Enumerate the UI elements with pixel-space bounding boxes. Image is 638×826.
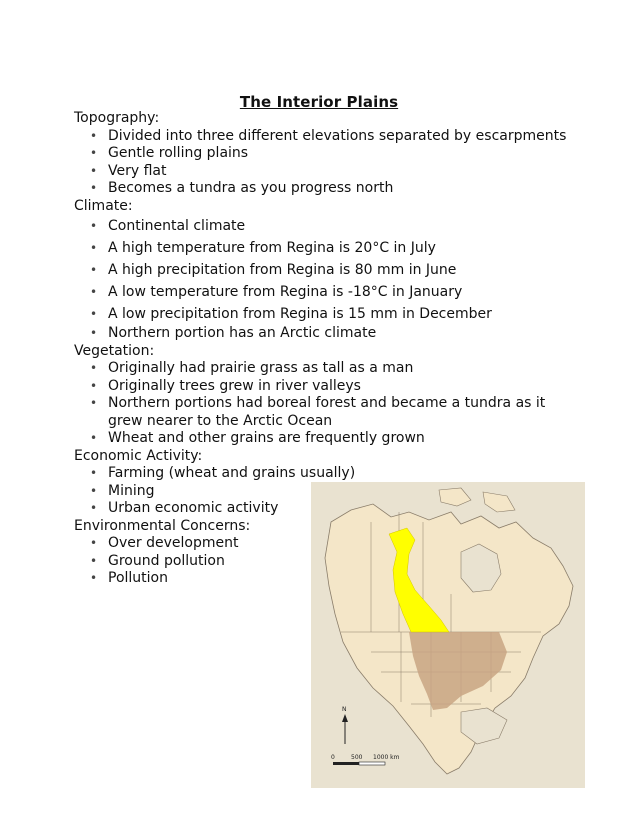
bullet-icon: •	[90, 378, 98, 393]
list-item: • Originally had prairie grass as tall as a man	[90, 360, 414, 376]
scale-label-1000: 1000 km	[373, 754, 400, 761]
section-heading-topography: Topography:	[74, 110, 160, 126]
scale-label-500: 500	[351, 754, 363, 761]
bullet-icon: •	[90, 536, 98, 550]
north-arrow-icon	[342, 706, 348, 744]
bullet-icon: •	[90, 128, 98, 143]
north-label: N	[342, 706, 347, 713]
list-item: • Farming (wheat and grains usually)	[90, 465, 356, 481]
section-heading-vegetation: Vegetation:	[74, 342, 155, 359]
list-item: • Urban economic activity	[90, 500, 279, 516]
arctic-island	[483, 492, 515, 512]
bullet-icon: •	[90, 326, 98, 340]
bullet-icon: •	[90, 361, 98, 375]
bullet-icon: •	[90, 241, 98, 255]
list-item: • Gentle rolling plains	[90, 145, 249, 161]
scale-label-0: 0	[331, 754, 335, 761]
list-item: • Pollution	[90, 570, 168, 586]
bullet-icon: •	[90, 285, 98, 299]
north-america-map	[311, 482, 585, 788]
bullet-icon: •	[90, 553, 98, 568]
section-heading-climate: Climate:	[74, 197, 133, 214]
list-item: • Continental climate	[108, 215, 574, 237]
list-climate	[74, 215, 574, 343]
bullet-icon: •	[90, 501, 98, 515]
list-item: • Originally trees grew in river valleys	[90, 377, 361, 394]
list-item: • Becomes a tundra as you progress north	[90, 180, 394, 196]
list-vegetation	[74, 360, 574, 448]
list-item: • Ground pollution	[90, 552, 225, 569]
bullet-icon: •	[90, 396, 98, 410]
bullet-icon: •	[90, 483, 98, 498]
list-topography	[74, 128, 574, 198]
page-title: The Interior Plains	[239, 93, 399, 111]
list-item: • A high temperature from Regina is 20°C in July	[108, 237, 574, 259]
list-item: • Mining	[90, 482, 155, 499]
bullet-icon: •	[90, 307, 98, 321]
bullet-icon: •	[90, 219, 98, 233]
bullet-icon: •	[90, 431, 98, 445]
scale-bar	[331, 754, 400, 765]
section-heading-environmental-concerns: Environmental Concerns:	[74, 517, 251, 534]
list-item: • Over development	[90, 535, 239, 551]
bullet-icon: •	[90, 146, 98, 160]
section-heading-economic-activity: Economic Activity:	[74, 447, 203, 464]
bullet-icon: •	[90, 263, 98, 277]
list-item: • Very flat	[90, 162, 167, 179]
list-item: • A low temperature from Regina is -18°C in January	[108, 281, 574, 303]
list-item: • Divided into three different elevations separated by escarpments	[90, 127, 567, 144]
list-item: • A high precipitation from Regina is 80 mm in June	[108, 259, 574, 281]
arctic-island	[439, 488, 471, 506]
bullet-icon: •	[90, 163, 98, 178]
bullet-icon: •	[90, 466, 98, 480]
list-item: • Northern portions had boreal forest and became a tundra as it grew nearer to the Arctic Ocean	[90, 395, 546, 429]
list-item: • Wheat and other grains are frequently grown	[90, 430, 425, 446]
bullet-icon: •	[90, 181, 98, 195]
map-graphic	[311, 482, 585, 788]
list-item: • Northern portion has an Arctic climate	[90, 325, 377, 341]
bullet-icon: •	[90, 571, 98, 585]
list-item: • A low precipitation from Regina is 15 mm in December	[108, 303, 574, 325]
